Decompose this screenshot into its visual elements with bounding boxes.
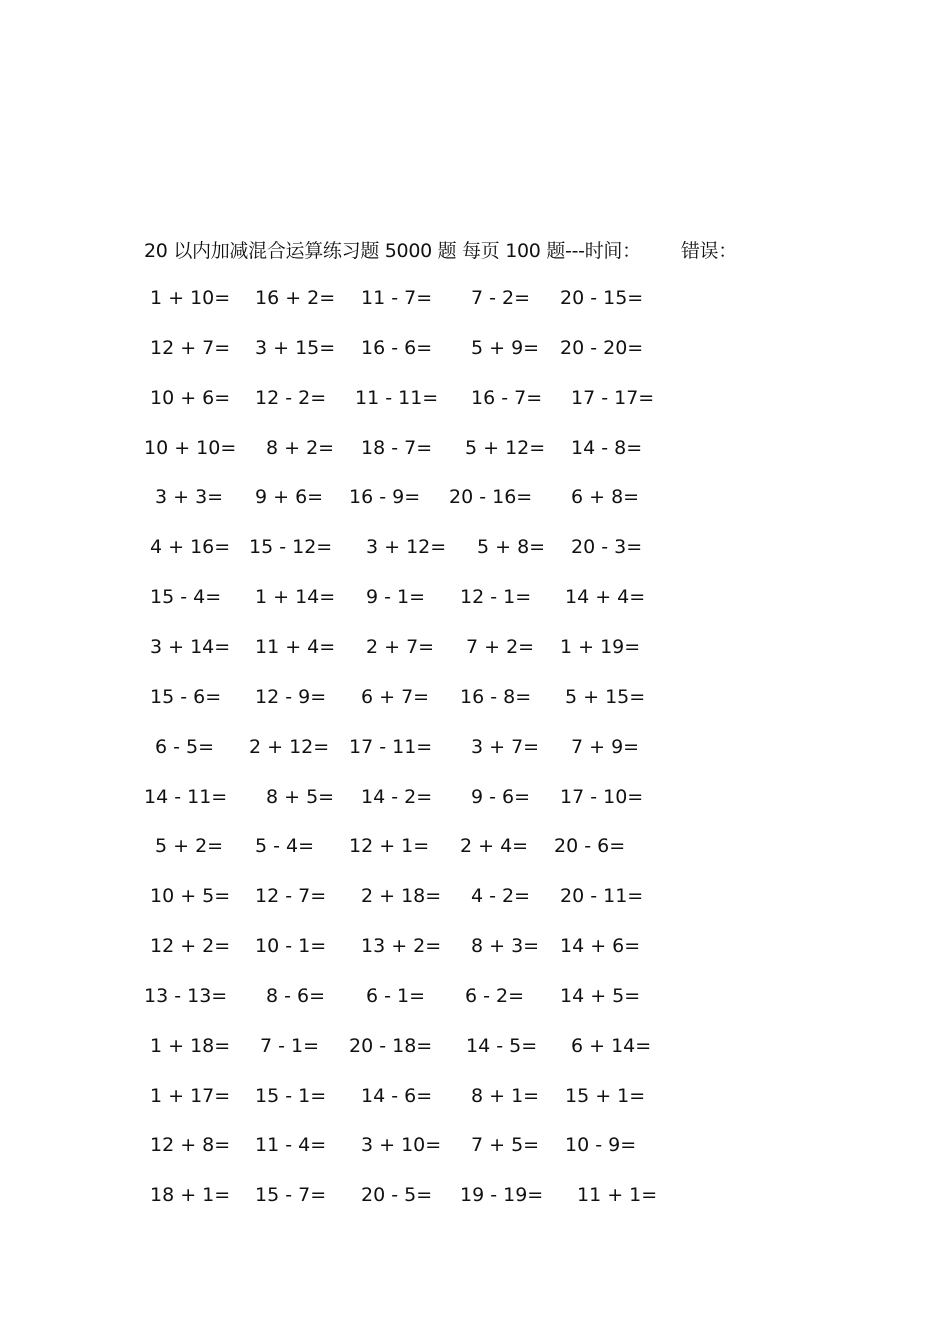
- problem-r13-c4: 4 - 2=: [471, 885, 531, 907]
- problem-r11-c1: 14 - 11=: [144, 786, 228, 808]
- problem-r19-c5: 11 + 1=: [577, 1184, 658, 1206]
- problem-r19-c3: 20 - 5=: [361, 1184, 433, 1206]
- problem-r9-c5: 5 + 15=: [565, 686, 646, 708]
- problem-r5-c1: 3 + 3=: [155, 486, 224, 508]
- problem-r7-c5: 14 + 4=: [565, 586, 646, 608]
- problem-r3-c2: 12 - 2=: [255, 387, 327, 409]
- problem-r4-c2: 8 + 2=: [266, 437, 335, 459]
- problem-r10-c1: 6 - 5=: [155, 736, 215, 758]
- problem-r3-c1: 10 + 6=: [150, 387, 231, 409]
- problem-r4-c1: 10 + 10=: [144, 437, 237, 459]
- problem-r17-c3: 14 - 6=: [361, 1085, 433, 1107]
- problem-r15-c5: 14 + 5=: [560, 985, 641, 1007]
- problem-r2-c4: 5 + 9=: [471, 337, 540, 359]
- problem-r3-c5: 17 - 17=: [571, 387, 655, 409]
- problem-r12-c1: 5 + 2=: [155, 835, 224, 857]
- problem-r14-c1: 12 + 2=: [150, 935, 231, 957]
- problem-r16-c3: 20 - 18=: [349, 1035, 433, 1057]
- problem-r10-c4: 3 + 7=: [471, 736, 540, 758]
- problem-r18-c4: 7 + 5=: [471, 1134, 540, 1156]
- problem-r10-c5: 7 + 9=: [571, 736, 640, 758]
- problem-r2-c5: 20 - 20=: [560, 337, 644, 359]
- problem-r16-c4: 14 - 5=: [466, 1035, 538, 1057]
- problem-r6-c3: 3 + 12=: [366, 536, 447, 558]
- problem-r2-c3: 16 - 6=: [361, 337, 433, 359]
- problem-r8-c5: 1 + 19=: [560, 636, 641, 658]
- worksheet-title: 20 以内加减混合运算练习题 5000 题 每页 100 题---时间：: [144, 240, 641, 262]
- problem-r16-c5: 6 + 14=: [571, 1035, 652, 1057]
- problem-r9-c3: 6 + 7=: [361, 686, 430, 708]
- problem-r7-c4: 12 - 1=: [460, 586, 532, 608]
- problem-r12-c4: 2 + 4=: [460, 835, 529, 857]
- problem-r6-c1: 4 + 16=: [150, 536, 231, 558]
- problem-r11-c3: 14 - 2=: [361, 786, 433, 808]
- problem-r10-c3: 17 - 11=: [349, 736, 433, 758]
- problem-r14-c3: 13 + 2=: [361, 935, 442, 957]
- problem-r5-c4: 20 - 16=: [449, 486, 533, 508]
- problem-r5-c5: 6 + 8=: [571, 486, 640, 508]
- problem-r2-c2: 3 + 15=: [255, 337, 336, 359]
- problem-r1-c1: 1 + 10=: [150, 287, 231, 309]
- problem-r19-c2: 15 - 7=: [255, 1184, 327, 1206]
- problem-r13-c1: 10 + 5=: [150, 885, 231, 907]
- problem-r7-c1: 15 - 4=: [150, 586, 222, 608]
- problem-r5-c3: 16 - 9=: [349, 486, 421, 508]
- problem-r6-c4: 5 + 8=: [477, 536, 546, 558]
- problem-r18-c5: 10 - 9=: [565, 1134, 637, 1156]
- problem-r1-c5: 20 - 15=: [560, 287, 644, 309]
- problem-r17-c5: 15 + 1=: [565, 1085, 646, 1107]
- problem-r18-c3: 3 + 10=: [361, 1134, 442, 1156]
- problem-r1-c4: 7 - 2=: [471, 287, 531, 309]
- problem-r8-c3: 2 + 7=: [366, 636, 435, 658]
- problem-r7-c2: 1 + 14=: [255, 586, 336, 608]
- problem-r14-c2: 10 - 1=: [255, 935, 327, 957]
- errors-label: 错误：: [680, 240, 737, 262]
- problem-r2-c1: 12 + 7=: [150, 337, 231, 359]
- problem-r15-c4: 6 - 2=: [465, 985, 525, 1007]
- problem-r1-c2: 16 + 2=: [255, 287, 336, 309]
- problem-r6-c5: 20 - 3=: [571, 536, 643, 558]
- problem-r5-c2: 9 + 6=: [255, 486, 324, 508]
- problem-r11-c4: 9 - 6=: [471, 786, 531, 808]
- problem-r12-c2: 5 - 4=: [255, 835, 315, 857]
- problem-r11-c2: 8 + 5=: [266, 786, 335, 808]
- problem-r9-c4: 16 - 8=: [460, 686, 532, 708]
- problem-r3-c3: 11 - 11=: [355, 387, 439, 409]
- problem-r17-c4: 8 + 1=: [471, 1085, 540, 1107]
- problem-r13-c2: 12 - 7=: [255, 885, 327, 907]
- problem-r19-c1: 18 + 1=: [150, 1184, 231, 1206]
- problem-r9-c2: 12 - 9=: [255, 686, 327, 708]
- problem-r17-c2: 15 - 1=: [255, 1085, 327, 1107]
- problem-r14-c5: 14 + 6=: [560, 935, 641, 957]
- problem-r16-c1: 1 + 18=: [150, 1035, 231, 1057]
- problem-r18-c1: 12 + 8=: [150, 1134, 231, 1156]
- problem-r13-c5: 20 - 11=: [560, 885, 644, 907]
- problem-r12-c3: 12 + 1=: [349, 835, 430, 857]
- problem-r8-c4: 7 + 2=: [466, 636, 535, 658]
- problem-r15-c1: 13 - 13=: [144, 985, 228, 1007]
- problem-r3-c4: 16 - 7=: [471, 387, 543, 409]
- problem-r15-c3: 6 - 1=: [366, 985, 426, 1007]
- problem-r7-c3: 9 - 1=: [366, 586, 426, 608]
- problem-r11-c5: 17 - 10=: [560, 786, 644, 808]
- problem-r19-c4: 19 - 19=: [460, 1184, 544, 1206]
- problem-r14-c4: 8 + 3=: [471, 935, 540, 957]
- problem-r18-c2: 11 - 4=: [255, 1134, 327, 1156]
- problem-r6-c2: 15 - 12=: [249, 536, 333, 558]
- problem-r16-c2: 7 - 1=: [260, 1035, 320, 1057]
- problem-r13-c3: 2 + 18=: [361, 885, 442, 907]
- problem-r9-c1: 15 - 6=: [150, 686, 222, 708]
- problem-r10-c2: 2 + 12=: [249, 736, 330, 758]
- problem-r4-c5: 14 - 8=: [571, 437, 643, 459]
- problem-r4-c4: 5 + 12=: [465, 437, 546, 459]
- problem-r4-c3: 18 - 7=: [361, 437, 433, 459]
- problem-r12-c5: 20 - 6=: [554, 835, 626, 857]
- problem-r1-c3: 11 - 7=: [361, 287, 433, 309]
- problem-r8-c2: 11 + 4=: [255, 636, 336, 658]
- problem-r15-c2: 8 - 6=: [266, 985, 326, 1007]
- problem-r17-c1: 1 + 17=: [150, 1085, 231, 1107]
- problem-r8-c1: 3 + 14=: [150, 636, 231, 658]
